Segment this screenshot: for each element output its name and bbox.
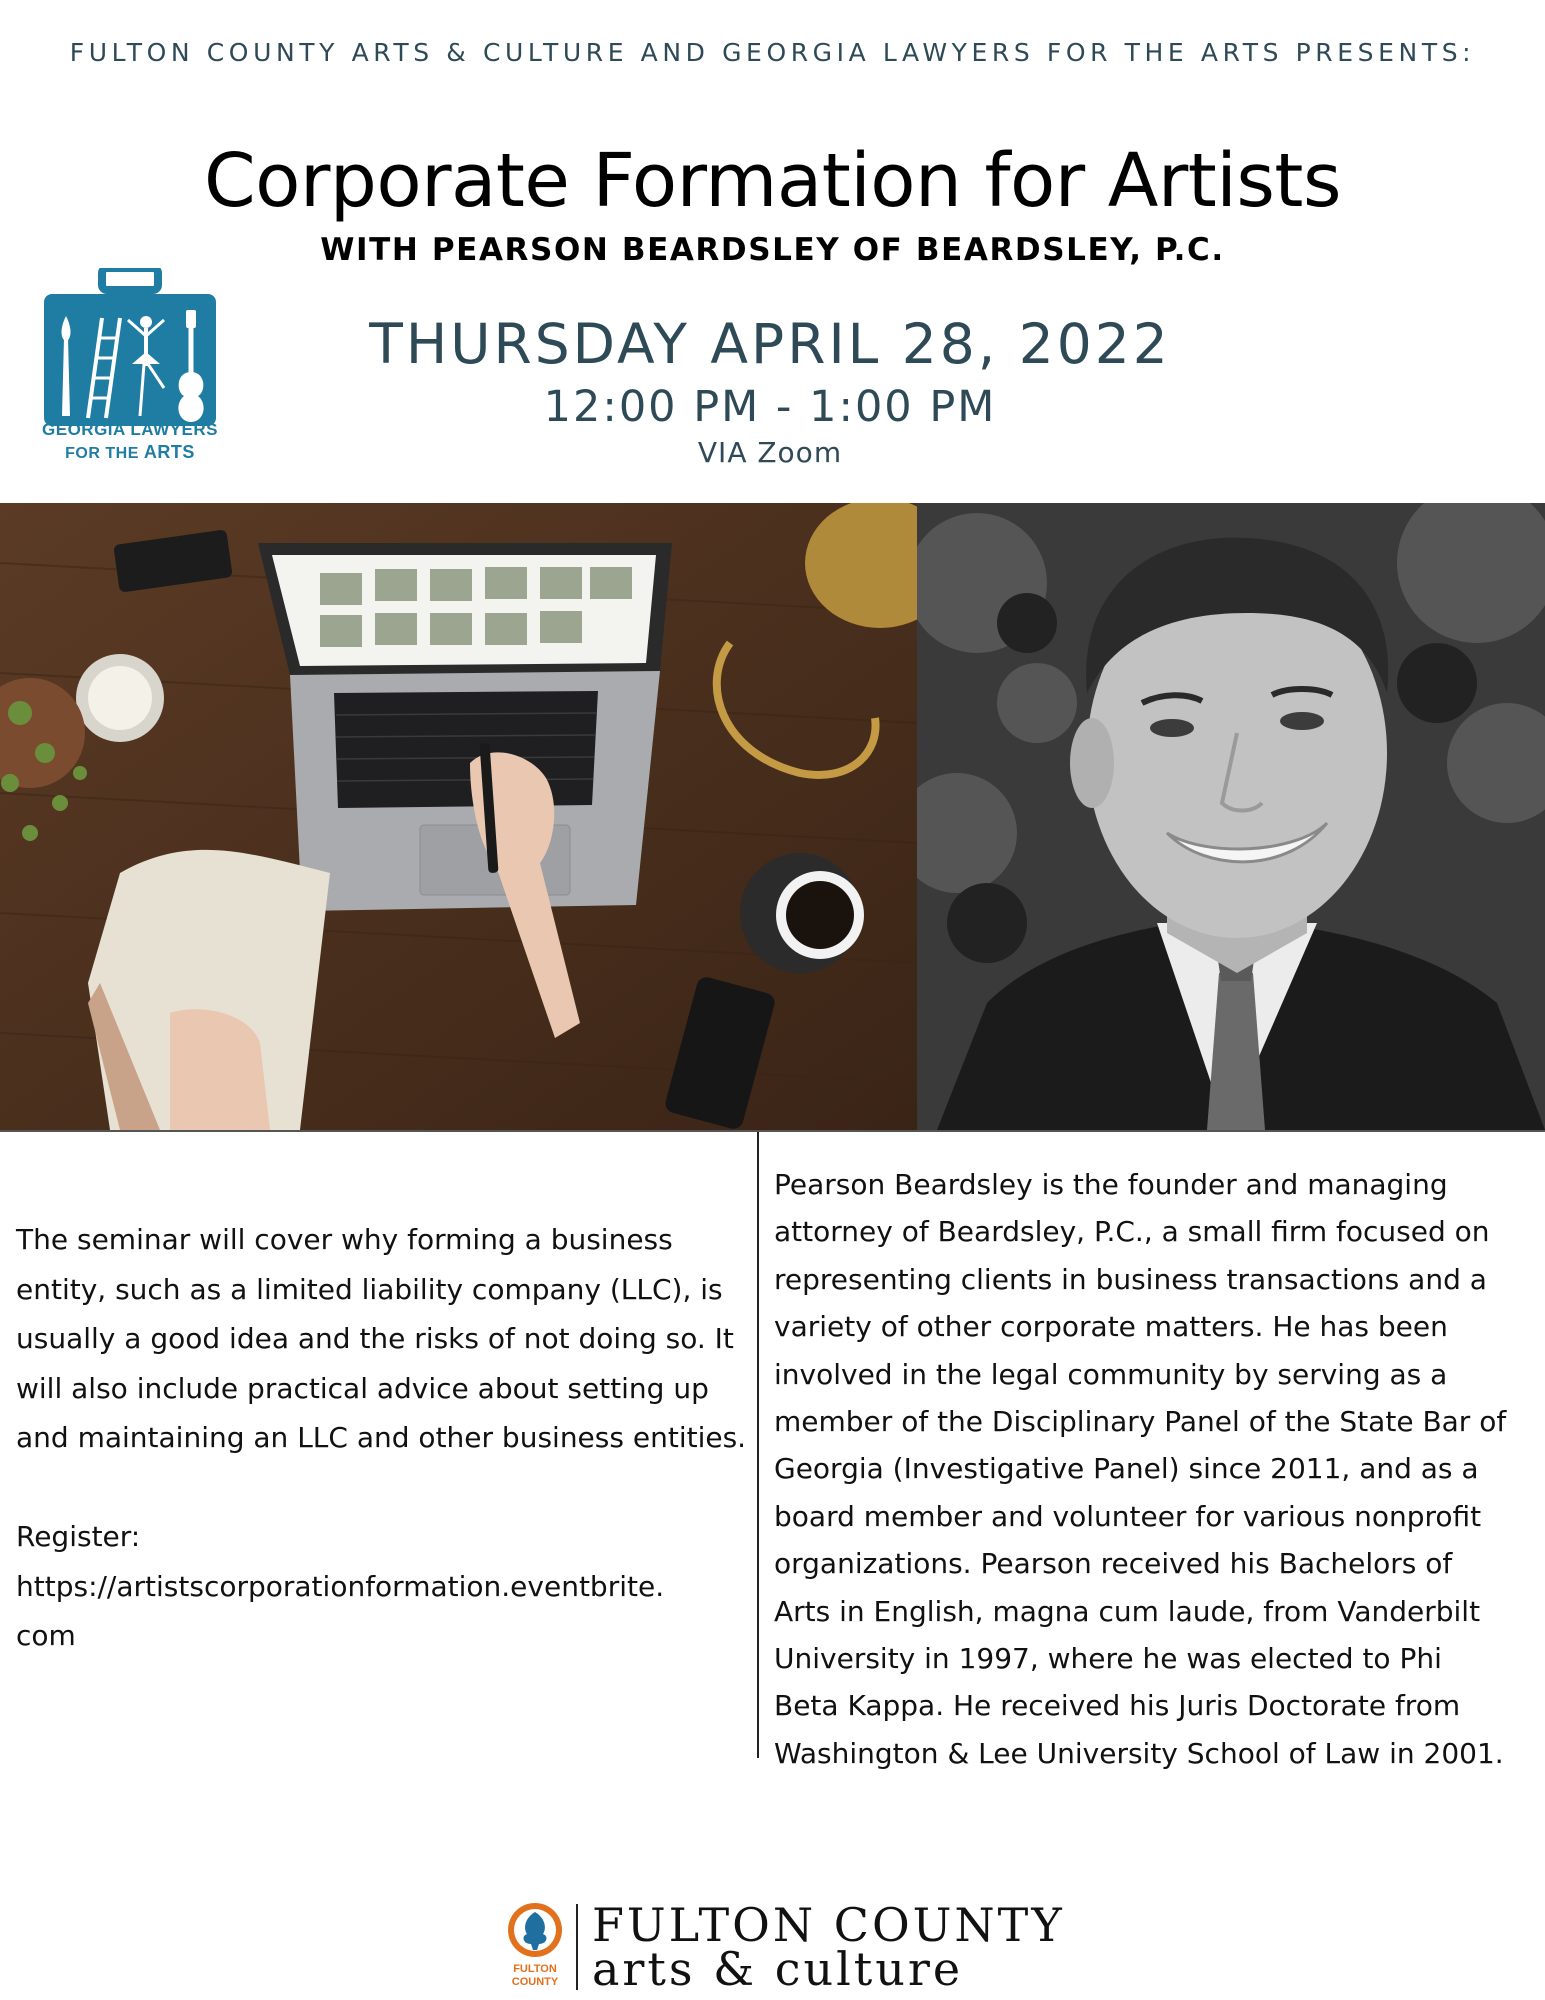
speaker-portrait-photo [917,503,1545,1130]
footer-org-line2: arts & culture [592,1942,964,1996]
footer-divider [576,1904,578,1990]
event-venue: VIA Zoom [697,436,843,469]
event-date: THURSDAY APRIL 28, 2022 [369,312,1171,376]
gla-logo-line2-prefix: FOR THE [65,445,144,462]
fulton-county-seal-icon [505,1900,565,1990]
register-label: Register: [16,1520,141,1553]
seminar-description: The seminar will cover why forming a business entity, such as a limited liability company (LLC), is usually a good idea and the risks of not doing so. It will also include practical advice about setting up and maintaining an LLC and other business entities. [16,1223,747,1454]
seal-line1: FULTON [513,1963,557,1975]
register-url-line2[interactable]: com [16,1619,76,1652]
seal-line2: COUNTY [511,1976,559,1988]
seminar-description-block [16,1215,751,1661]
event-time: 12:00 PM - 1:00 PM [543,382,997,432]
event-subtitle: WITH PEARSON BEARDSLEY OF BEARDSLEY, P.C. [320,232,1225,268]
speaker-bio: Pearson Beardsley is the founder and managing attorney of Beardsley, P.C., a small firm focused on representing clients in business transactions and a variety of other corporate matters. He has been involved in the legal community by serving as a member of the Disciplinary Panel of the State Bar of Georgia (Investigative Panel) since 2011, and as a board member and volunteer for various nonprofit organizations. Pearson received his Bachelors of Arts in English, magna cum laude, from Vanderbilt University in 1997, where he was elected to Phi Beta Kappa. He received his Juris Doctorate from Washington & Lee University School of Law in 2001. [774,1168,1507,1770]
footer-org-line1: FULTON COUNTY [592,1898,1065,1952]
column-divider [757,1132,759,1758]
gla-logo-line2 [40,442,220,463]
register-url-line1[interactable]: https://artistscorporationformation.eventbrite. [16,1569,665,1603]
gla-logo-line1: GEORGIA LAWYERS [42,420,218,439]
register-link[interactable] [16,1562,751,1661]
event-title: Corporate Formation for Artists [204,138,1341,224]
presenter-line: FULTON COUNTY ARTS & CULTURE AND GEORGIA LAWYERS FOR THE ARTS PRESENTS: [69,38,1476,67]
horizontal-divider [0,1130,1545,1132]
gla-logo-line2-bold: ARTS [143,442,195,462]
desk-laptop-photo [0,503,917,1130]
paragraph-spacer [16,1463,751,1513]
